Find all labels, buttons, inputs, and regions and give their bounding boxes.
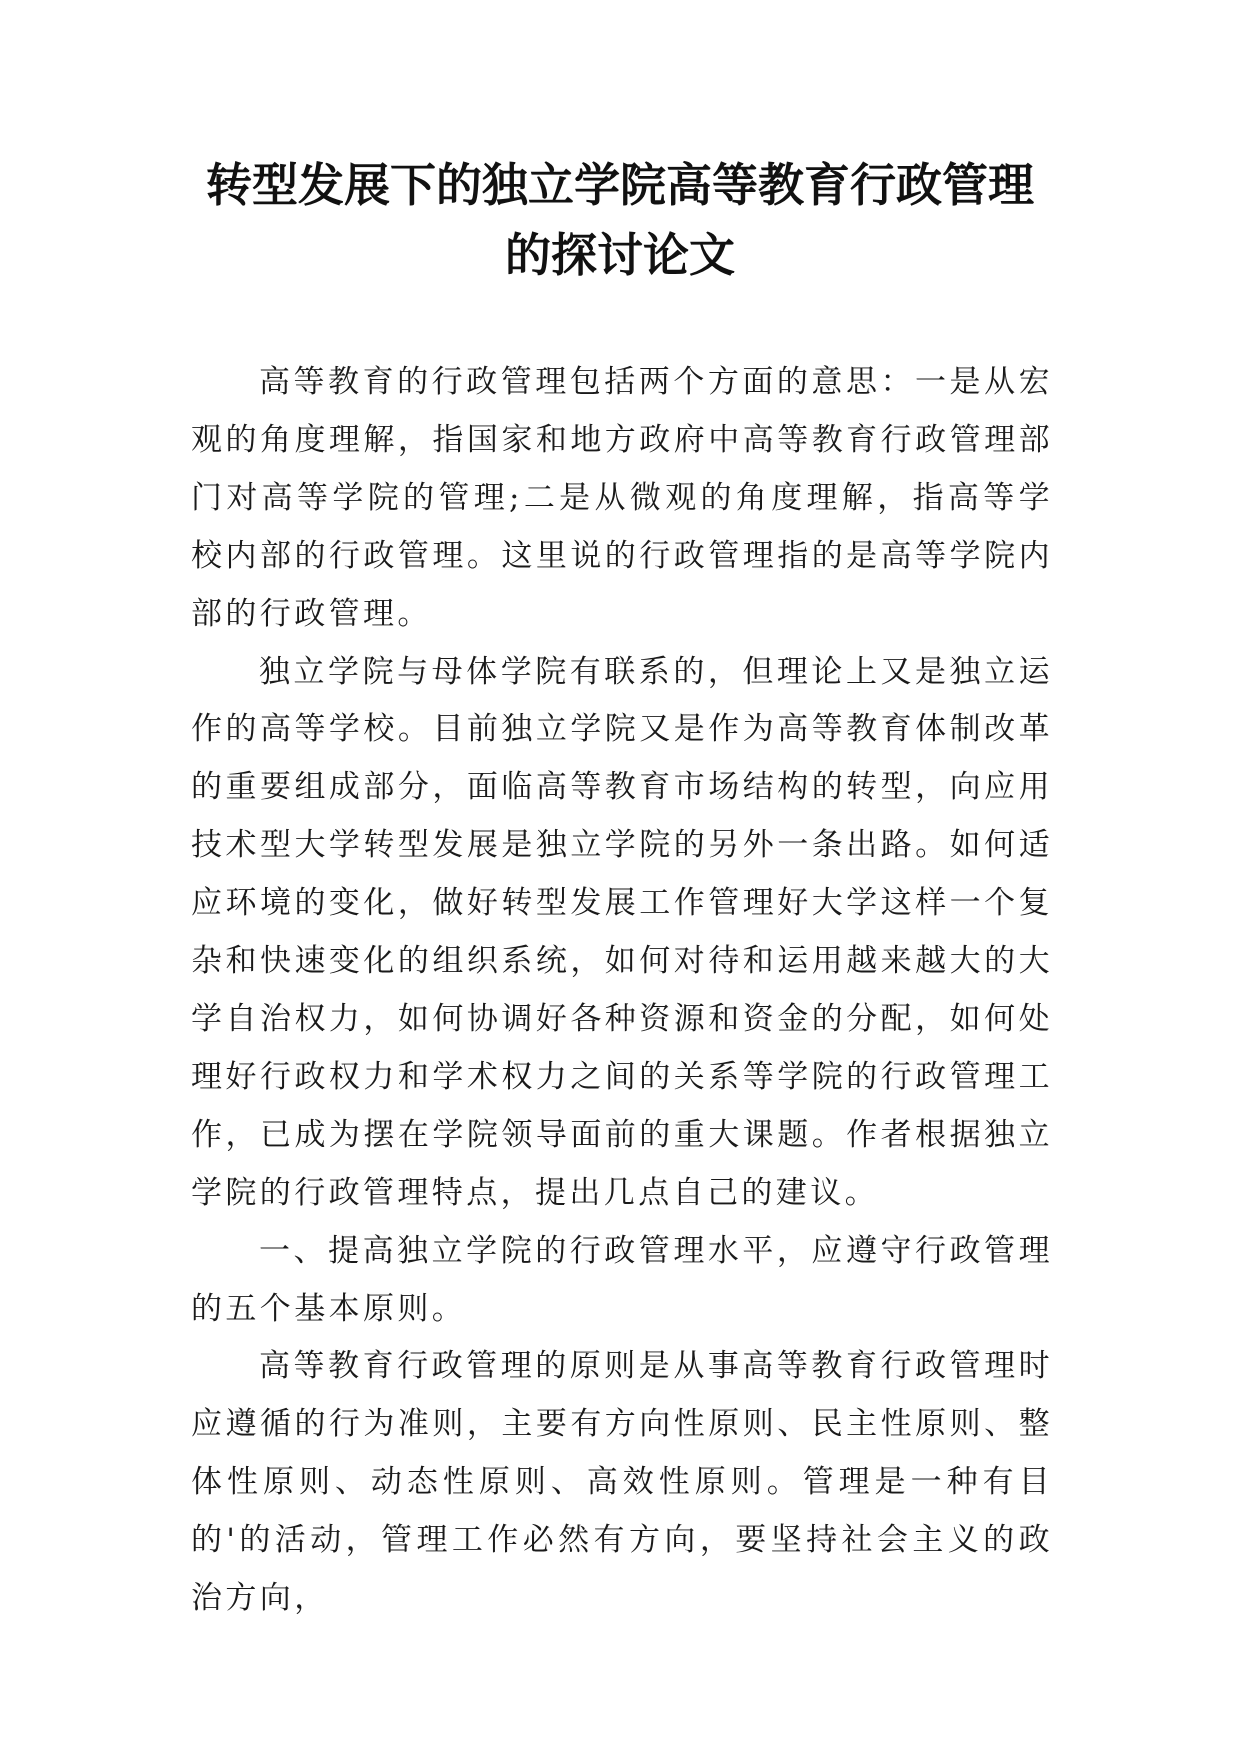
document-body [191, 354, 1053, 1628]
paragraph-definition: 高等教育的行政管理包括两个方面的意思：一是从宏观的角度理解，指国家和地方政府中高等教育行政管理部门对高等学院的管理;二是从微观的角度理解，指高等学校内部的行政管理。这里说的行政管理指的是高等学院内部的行政管理。 [191, 364, 1053, 632]
paragraph-principles: 高等教育行政管理的原则是从事高等教育行政管理时应遵循的行为准则，主要有方向性原则、民主性原则、整体性原则、动态性原则、高效性原则。管理是一种有目的'的活动，管理工作必然有方向，要坚持社会主义的政治方向， [191, 1348, 1053, 1617]
title-line-1: 转型发展下的独立学院高等教育行政管理 [206, 158, 1034, 212]
document-title [140, 150, 1100, 290]
title-line-2: 的探讨论文 [505, 228, 735, 282]
section-heading-principles: 一、提高独立学院的行政管理水平，应遵守行政管理的五个基本原则。 [191, 1232, 1053, 1327]
paragraph-independent-college: 独立学院与母体学院有联系的，但理论上又是独立运作的高等学校。目前独立学院又是作为高等教育体制改革的重要组成部分，面临高等教育市场结构的转型，向应用技术型大学转型发展是独立学院的另外一条出路。如何适应环境的变化，做好转型发展工作管理好大学这样一个复杂和快速变化的组织系统，如何对待和运用越来越大的大学自治权力，如何协调好各种资源和资金的分配，如何处理好行政权力和学术权力之间的关系等学院的行政管理工作，已成为摆在学院领导面前的重大课题。作者根据独立学院的行政管理特点，提出几点自己的建议。 [191, 653, 1053, 1211]
